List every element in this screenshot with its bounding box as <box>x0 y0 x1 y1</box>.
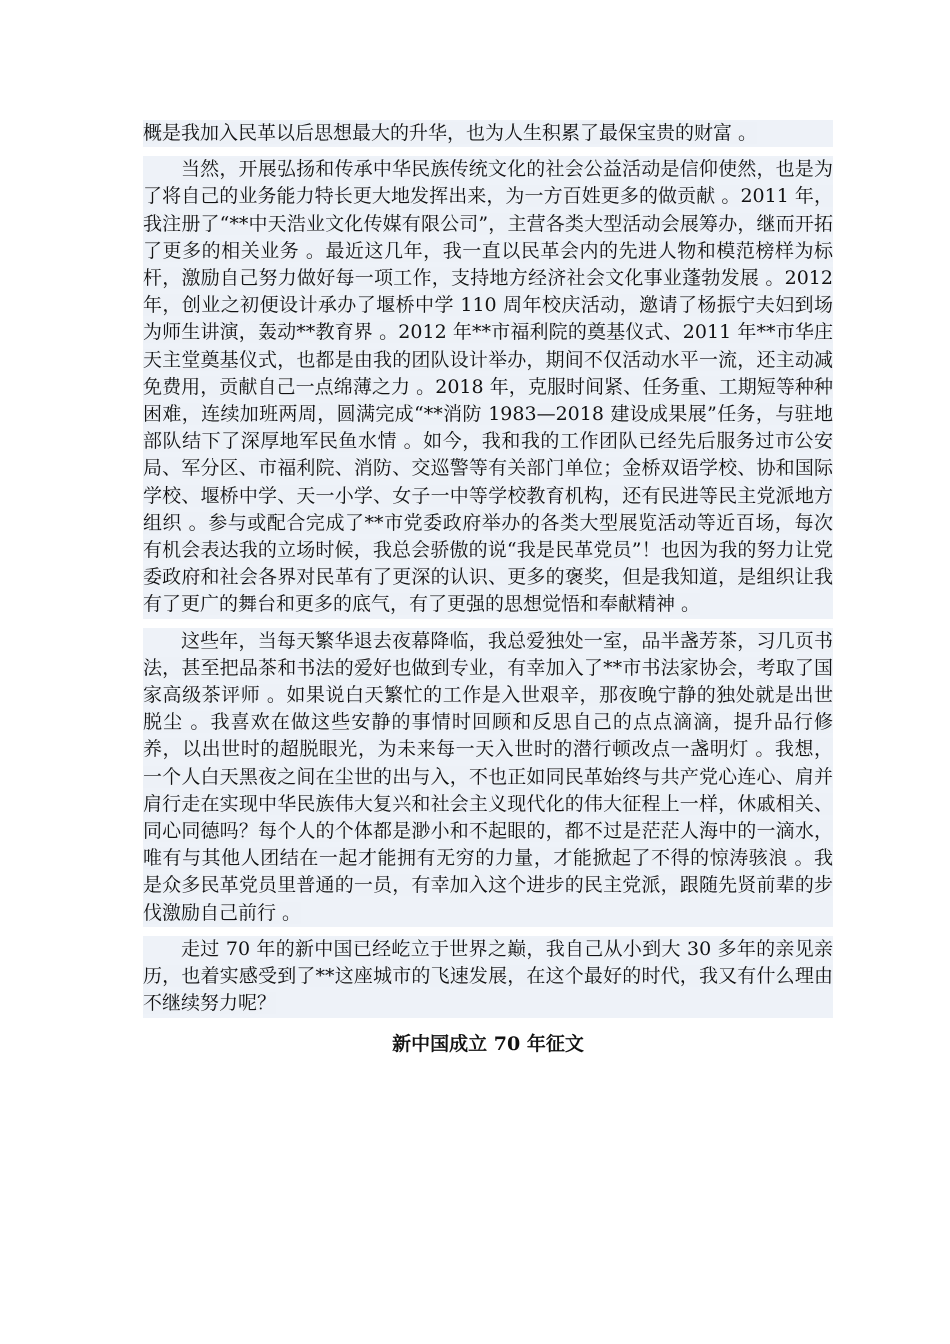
paragraph-tea-calligraphy: 这些年，当每天繁华退去夜幕降临，我总爱独处一室，品半盏芳茶，习几页书法，甚至把品茶和书法的爱好也做到专业，有幸加入了**市书法家协会，考取了国家高级茶评师 。如果说白天繁忙的工作是入世艰辛，那夜晚宁静的独处就是出世脱尘 。我喜欢在做这些安静的事情时回顾和反思自己的点点滴滴，提升品行修养，以出世时的超脱眼光，为未来每一天入世时的潜行顿改点一盏明灯 。我想，一个人白天黑夜之间在尘世的出与入，不也正如同民革始终与共产党心连心、肩并肩行走在实现中华民族伟大复兴和社会主义现代化的伟大征程上一样，休戚相关、同心同德吗？每个人的个体都是渺小和不起眼的，都不过是茫茫人海中的一滴水，唯有与其他人团结在一起才能拥有无穷的力量，才能掀起了不得的惊涛骇浪 。我是众多民革党员里普通的一员，有幸加入这个进步的民主党派，跟随先贤前辈的步伐激励自己前行 。 <box>143 628 833 927</box>
paragraph-continuation: 概是我加入民革以后思想最大的升华，也为人生积累了最保宝贵的财富 。 <box>143 120 833 147</box>
paragraph-public-welfare: 当然，开展弘扬和传承中华民族传统文化的社会公益活动是信仰使然，也是为了将自己的业务能力特长更大地发挥出来，为一方百姓更多的做贡献 。2011 年，我注册了“**中天浩业文化传媒有限公司”，主营各类大型活动会展筹办，继而开拓了更多的相关业务 。最近这几年，我一直以民革会内的先进人物和模范榜样为标杆，激励自己努力做好每一项工作，支持地方经济社会文化事业蓬勃发展 。2012 年，创业之初便设计承办了堰桥中学 110 周年校庆活动，邀请了杨振宁夫妇到场为师生讲演，轰动**教育界 。2012 年**市福利院的奠基仪式、2011 年**市华庄天主堂奠基仪式，也都是由我的团队设计举办，期间不仅活动水平一流，还主动减免费用，贡献自己一点绵薄之力 。2018 年，克服时间紧、任务重、工期短等种种困难，连续加班两周，圆满完成“**消防 1983—2018 建设成果展”任务，与驻地部队结下了深厚地军民鱼水情 。如今，我和我的工作团队已经先后服务过市公安局、军分区、市福利院、消防、交巡警等有关部门单位；金桥双语学校、协和国际学校、堰桥中学、天一小学、女子一中等学校教育机构，还有民进等民主党派地方组织 。参与或配合完成了**市党委政府举办的各类大型展览活动等近百场，每次有机会表达我的立场时候，我总会骄傲的说“我是民革党员”！也因为我的努力让党委政府和社会各界对民革有了更深的认识、更多的褒奖，但是我知道，是组织让我有了更广的舞台和更多的底气，有了更强的思想觉悟和奉献精神 。 <box>143 156 833 618</box>
essay-title: 新中国成立 70 年征文 <box>392 1032 584 1055</box>
paragraph-conclusion: 走过 70 年的新中国已经屹立于世界之巅，我自己从小到大 30 多年的亲见亲历，也着实感受到了**这座城市的飞速发展，在这个最好的时代，我又有什么理由不继续努力呢？ <box>143 936 833 1018</box>
document-page <box>143 120 833 1058</box>
